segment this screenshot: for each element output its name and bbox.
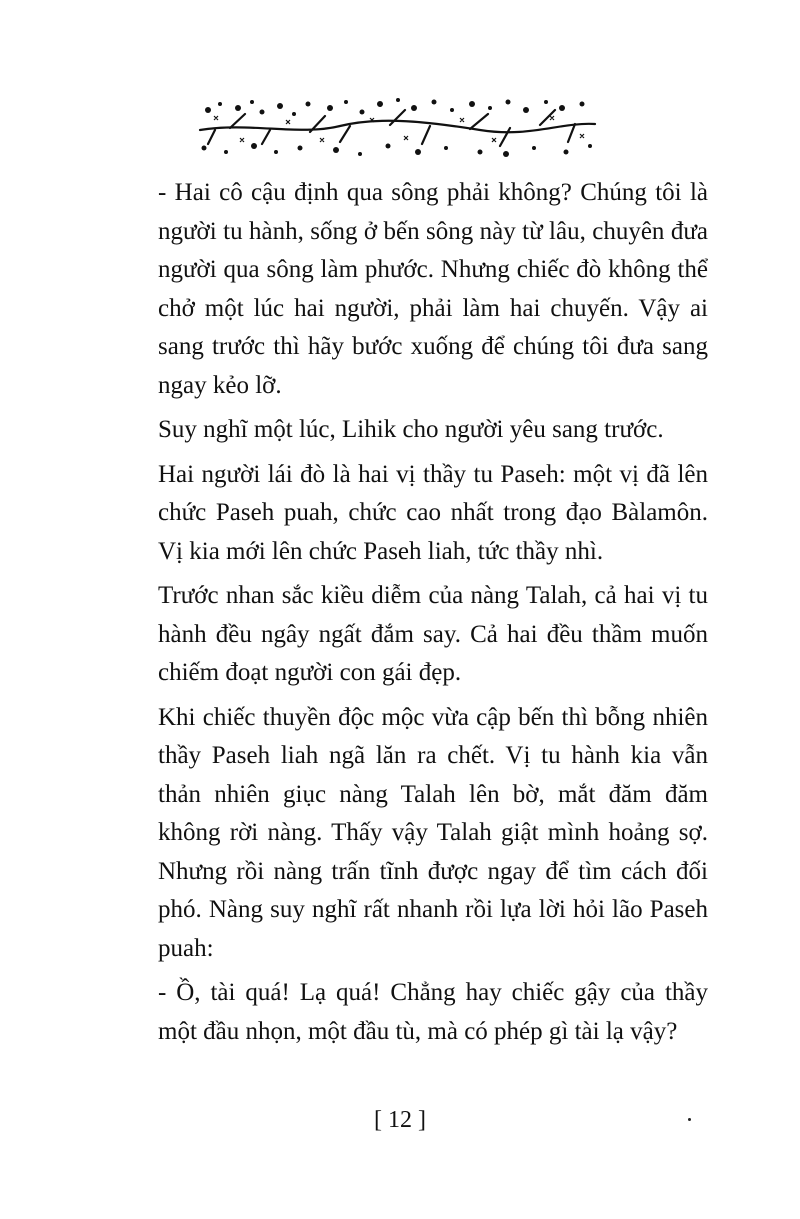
paragraph-4: Trước nhan sắc kiều diễm của nàng Talah, cả hai vị tu hành đều ngây ngất đắm say. Cả hai đều thầm muốn chiếm đoạt người con gái đẹp. bbox=[158, 582, 708, 686]
print-speck bbox=[688, 1118, 691, 1121]
paragraph-1: - Hai cô cậu định qua sông phải không? Chúng tôi là người tu hành, sống ở bến sông này từ lâu, chuyên đưa người qua sông làm phước. Nhưng chiếc đò không thể chở một lúc hai người, phải làm hai chuyến. Vậy ai sang trước thì hãy bước xuống để chúng tôi đưa sang ngay kẻo lỡ. bbox=[158, 179, 708, 399]
page-number: [ 12 ] bbox=[374, 1107, 426, 1133]
paragraph-6: - Ồ, tài quá! Lạ quá! Chẳng hay chiếc gậy của thầy một đầu nhọn, một đầu tù, mà có phép gì tài lạ vậy? bbox=[158, 979, 708, 1045]
paragraph-2: Suy nghĩ một lúc, Lihik cho người yêu sang trước. bbox=[158, 416, 664, 443]
decorative-branch-ornament bbox=[190, 92, 600, 162]
body-text bbox=[158, 174, 708, 1057]
paragraph-3: Hai người lái đò là hai vị thầy tu Paseh: một vị đã lên chức Paseh puah, chức cao nhất trong đạo Bàlamôn. Vị kia mới lên chức Paseh liah, tức thầy nhì. bbox=[158, 460, 708, 565]
paragraph-5: Khi chiếc thuyền độc mộc vừa cập bến thì bỗng nhiên thầy Paseh liah ngã lăn ra chết. Vị tu hành kia vẫn thản nhiên giục nàng Talah lên bờ, mắt đăm đăm không rời nàng. Thấy vậy Talah giật mình hoảng sợ. Nhưng rồi nàng trấn tĩnh được ngay để tìm cách đối phó. Nàng suy nghĩ rất nhanh rồi lựa lời hỏi lão Paseh puah: bbox=[158, 703, 708, 962]
